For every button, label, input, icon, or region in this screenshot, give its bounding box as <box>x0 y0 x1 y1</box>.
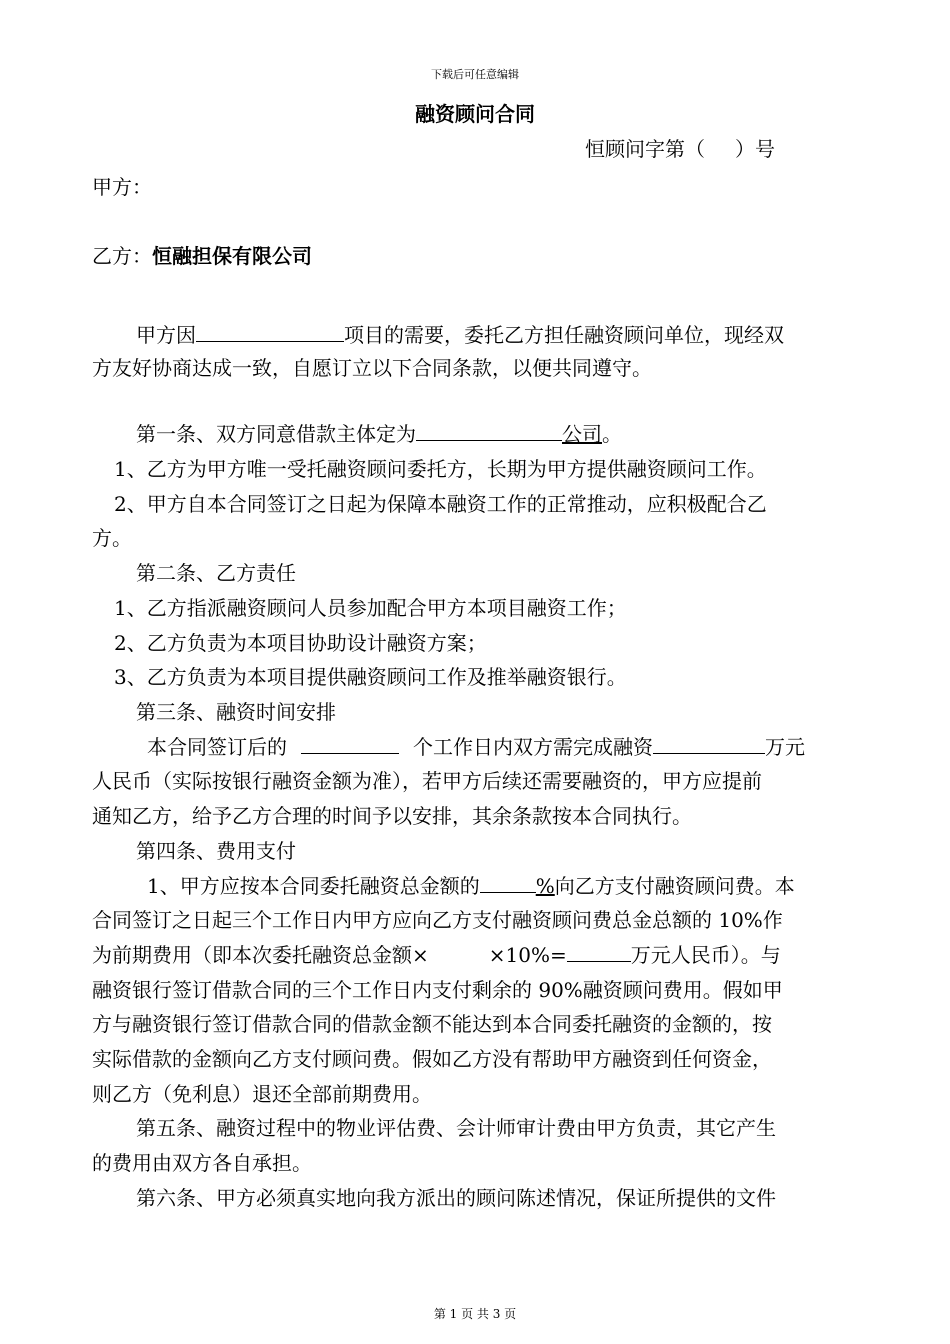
page-footer: 第 1 页 共 3 页 <box>433 1307 517 1321</box>
article-1: 第一条、双方同意借款主体定为 公司。 <box>136 422 622 446</box>
amount-blank <box>653 733 765 754</box>
article-4-line-4: 融资银行签订借款合同的三个工作日内支付剩余的 90%融资顾问费用。假如甲 <box>92 978 783 1002</box>
ref-suffix: ）号 <box>735 137 775 161</box>
article-4-line-3: 为前期费用（即本次委托融资总金额× ×10%= 万元人民币）。与 <box>92 943 781 967</box>
party-b-label: 乙方： <box>92 244 152 268</box>
article-4-heading: 第四条、费用支付 <box>136 839 296 863</box>
article-5-line-1: 第五条、融资过程中的物业评估费、会计师审计费由甲方负责，其它产生 <box>136 1116 776 1140</box>
document-title: 融资顾问合同 <box>415 102 535 126</box>
borrower-blank <box>416 420 562 441</box>
party-b <box>92 240 312 269</box>
party-b-name: 恒融担保有限公司 <box>152 244 312 268</box>
header-note: 下载后可任意编辑 <box>431 68 519 81</box>
reference-number <box>585 133 775 162</box>
article-2-item-1: 1、乙方指派融资顾问人员参加配合甲方本项目融资工作； <box>114 596 627 620</box>
article-6-line-1: 第六条、甲方必须真实地向我方派出的顾问陈述情况，保证所提供的文件 <box>136 1186 776 1210</box>
article-3-heading: 第三条、融资时间安排 <box>136 700 336 724</box>
article-1-item-2-cont: 方。 <box>92 526 132 550</box>
article-3-line-2: 人民币（实际按银行融资金额为准），若甲方后续还需要融资的，甲方应提前 <box>92 769 762 793</box>
article-4-line-1: 1、甲方应按本合同委托融资总金额的 %向乙方支付融资顾问费。本 <box>147 874 795 898</box>
fee-rate-blank <box>480 872 536 893</box>
project-name-blank <box>196 321 344 342</box>
article-2-item-3: 3、乙方负责为本项目提供融资顾问工作及推举融资银行。 <box>114 665 627 689</box>
article-2-heading: 第二条、乙方责任 <box>136 561 296 585</box>
article-4-line-7: 则乙方（免利息）退还全部前期费用。 <box>92 1082 432 1106</box>
article-3-line-3: 通知乙方，给予乙方合理的时间予以安排，其余条款按本合同执行。 <box>92 804 692 828</box>
article-4-line-6: 实际借款的金额向乙方支付顾问费。假如乙方没有帮助甲方融资到任何资金， <box>92 1047 772 1071</box>
intro-line-1: 甲方因 项目的需要，委托乙方担任融资顾问单位，现经双 <box>136 323 784 347</box>
ref-prefix: 恒顾问字第（ <box>585 137 705 161</box>
prepaid-fee-blank <box>567 941 631 962</box>
article-2-item-2: 2、乙方负责为本项目协助设计融资方案； <box>114 631 487 655</box>
workdays-blank <box>301 733 399 754</box>
article-1-item-2: 2、甲方自本合同签订之日起为保障本融资工作的正常推动，应积极配合乙 <box>114 492 767 516</box>
article-5-line-2: 的费用由双方各自承担。 <box>92 1151 312 1175</box>
article-4-line-2: 合同签订之日起三个工作日内甲方应向乙方支付融资顾问费总金总额的 10%作 <box>92 908 783 932</box>
party-a-label: 甲方： <box>92 175 152 199</box>
article-3-line-1: 本合同签订后的 个工作日内双方需完成融资 万元 <box>147 735 805 759</box>
article-4-line-5: 方与融资银行签订借款合同的借款金额不能达到本合同委托融资的金额的，按 <box>92 1012 772 1036</box>
company-label: 公司 <box>562 422 602 446</box>
intro-line-2: 方友好协商达成一致，自愿订立以下合同条款，以便共同遵守。 <box>92 356 652 380</box>
article-1-item-1: 1、乙方为甲方唯一受托融资顾问委托方，长期为甲方提供融资顾问工作。 <box>114 457 767 481</box>
